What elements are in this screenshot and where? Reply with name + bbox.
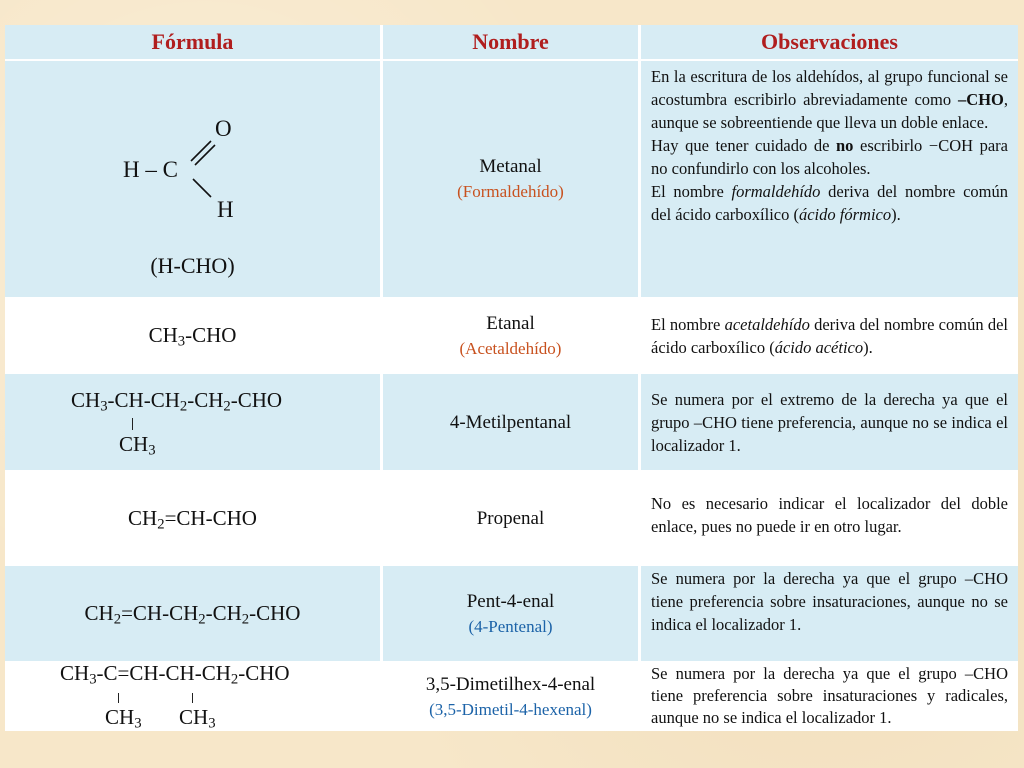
- obs-text: ).: [891, 205, 901, 224]
- iupac-name: Metanal: [479, 156, 542, 177]
- obs-text: Se numera por la derecha ya que el grupo –CHO tiene preferencia sobre insaturaciones, aunque no se indica el localizador 1.: [651, 569, 1008, 634]
- iupac-name: 4-Metilpentanal: [449, 411, 572, 433]
- header-formula: Fórmula: [5, 25, 380, 59]
- branch-bond: [132, 418, 133, 430]
- name-cell: [383, 374, 638, 470]
- branch-bond: [192, 693, 193, 703]
- observations-cell: [641, 472, 1018, 564]
- formula-oxygen: O: [215, 116, 232, 141]
- aldehydes-table: [5, 25, 1018, 731]
- common-name: (Acetaldehído): [459, 338, 562, 358]
- observations-cell: [641, 566, 1018, 661]
- iupac-name: Propenal: [476, 507, 545, 529]
- formula-branch: $CH_3$: [119, 432, 156, 459]
- obs-text: , aunque se sobreentiende que lleva un doble enlace.: [651, 90, 1008, 132]
- iupac-name: Pent-4-enal: [466, 590, 555, 612]
- obs-italic: acetaldehído: [724, 315, 810, 334]
- formula-hydrogen: H: [217, 197, 234, 222]
- obs-text: Hay que tener cuidado de: [651, 136, 836, 155]
- formula-cell: [5, 566, 380, 661]
- header-row: [5, 25, 1018, 59]
- iupac-name: Etanal: [486, 312, 535, 334]
- obs-bold: –CHO: [958, 90, 1004, 109]
- name-cell: [383, 472, 638, 564]
- formula-text: $CH_3$-CHO: [148, 323, 237, 350]
- obs-text: deriva del nombre común del ácido carboxílico (: [651, 182, 1008, 224]
- observations-cell: [641, 299, 1018, 372]
- row-3-5-dimetilhex-4-enal: [5, 663, 1018, 731]
- formula-text: $CH_2=CH$-CHO: [128, 505, 257, 533]
- obs-italic: ácido fórmico: [798, 205, 892, 224]
- obs-text: deriva del nombre común del ácido carboxílico (: [651, 315, 1008, 357]
- observations-cell: [641, 374, 1018, 470]
- formula-main-chain: $CH_3-C=CH-CH-CH_2$-CHO: [60, 661, 290, 688]
- obs-text: escribirlo −COH para no confundirlo con los alcoholes.: [651, 136, 1008, 178]
- name-cell: [383, 663, 638, 731]
- row-metanal: [5, 61, 1018, 297]
- alt-name: (4-Pentenal): [468, 616, 553, 636]
- row-4-metilpentanal: [5, 374, 1018, 470]
- formula-cell: [5, 299, 380, 372]
- row-propenal: [5, 472, 1018, 564]
- formula-abbrev: (H-CHO): [150, 253, 235, 278]
- name-cell: [383, 61, 638, 297]
- iupac-name: 3,5-Dimetilhex-4-enal: [425, 674, 596, 695]
- formula-text: $CH_2=CH-CH_2-CH_2$-CHO: [84, 601, 301, 628]
- formula-cell: [5, 374, 380, 470]
- obs-italic: formaldehído: [731, 182, 821, 201]
- bond-lines: [183, 135, 223, 205]
- observations-cell: [641, 663, 1018, 731]
- common-name: (Formaldehído): [457, 182, 564, 201]
- branch-bond: [118, 693, 119, 703]
- formula-branch-1: $CH_3$: [105, 705, 142, 732]
- obs-text: No es necesario indicar el localizador del doble enlace, pues no puede ir en otro lugar.: [651, 494, 1008, 536]
- header-observations: Observaciones: [641, 25, 1018, 59]
- observations-cell: [641, 61, 1018, 297]
- obs-text: El nombre: [651, 315, 725, 334]
- formula-cell: [5, 472, 380, 564]
- obs-italic: ácido acético: [774, 338, 864, 357]
- obs-text: Se numera por la derecha ya que el grupo –CHO tiene preferencia sobre insaturaciones y radicales, aunque no se indica el localizador 1.: [651, 664, 1008, 727]
- obs-text: Se numera por el extremo de la derecha ya que el grupo –CHO tiene preferencia, aunque no se indica el localizador 1.: [651, 390, 1008, 455]
- alt-name: (3,5-Dimetil-4-hexenal): [429, 700, 592, 719]
- formula-branch-2: $CH_3$: [179, 705, 216, 732]
- formula-cell: [5, 663, 380, 731]
- obs-text: En la escritura de los aldehídos, al grupo funcional se acostumbra escribirlo abreviadamente como: [651, 67, 1008, 109]
- row-etanal: [5, 299, 1018, 372]
- obs-bold: no: [835, 136, 854, 155]
- header-name: Nombre: [383, 25, 638, 59]
- formula-h-c: H – C: [123, 157, 178, 182]
- obs-text: El nombre: [651, 182, 732, 201]
- row-pent-4-enal: [5, 566, 1018, 661]
- formula-main-chain: $CH_3-CH-CH_2-CH_2$-CHO: [71, 388, 283, 415]
- obs-text: ).: [863, 338, 873, 357]
- formula-cell: [5, 61, 380, 297]
- name-cell: [383, 566, 638, 661]
- name-cell: [383, 299, 638, 372]
